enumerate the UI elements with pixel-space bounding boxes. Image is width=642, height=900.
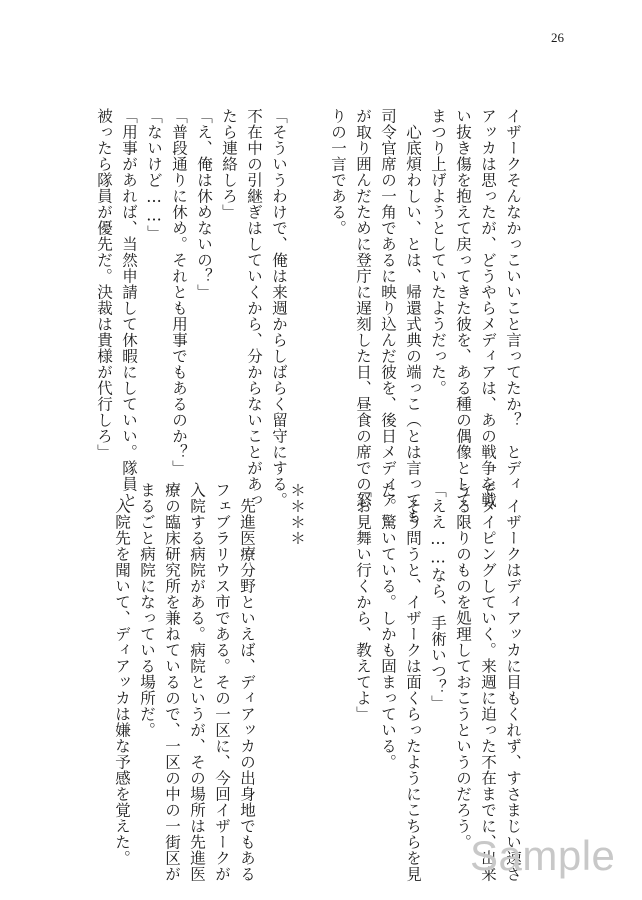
text-line: た。驚いている。しかも固まっている。 [379, 482, 397, 770]
text-line: 「お見舞い行くから、教えてよ」 [354, 482, 372, 722]
text-block-bottom-right [350, 482, 525, 882]
text-line: い抜き傷を抱えて戻ってきた彼を、ある種の偶像として [454, 108, 472, 508]
text-line: 「ええ……なら、手術いつ？」 [429, 482, 447, 711]
text-line: ＊＊＊＊ [288, 482, 306, 546]
text-block-bottom-left [109, 482, 309, 882]
text-line: 被ったら隊員が優先だ。決裁は貴様が代行しろ」 [95, 108, 113, 460]
text-block-top-left [91, 108, 291, 508]
text-line: でタイピングしていく。来週に迫った不在までに、出来 [479, 482, 497, 882]
text-line: 入院する病院がある。病院というが、その場所は先進医 [188, 482, 206, 882]
text-line: 司令官席の一角であるに映り込んだ彼を、後日メディア [379, 108, 397, 508]
text-line [259, 482, 284, 804]
text-line: 「ないけど……」 [145, 108, 163, 241]
text-line: 不在中の引継ぎはしていくから、分からないことがあっ [245, 108, 263, 508]
text-line: うる限りのものを処理しておこうというのだろう。 [454, 482, 472, 850]
text-line: 「え、俺は休めないの？」 [195, 108, 213, 300]
text-line: りの一言である。 [329, 108, 347, 236]
text-line: まつり上げようとしていたようだった。 [429, 108, 447, 396]
text-line: イザークはディアッカに目もくれず、すさまじい速さ [504, 482, 522, 882]
text-line: 療の臨床研究所を兼ねているので、一区の中の一街区が [163, 482, 181, 882]
text-line: アッカは思ったが、どうやらメディアは、あの戦争を戦 [479, 108, 497, 508]
sample-watermark: Sample [470, 832, 616, 879]
text-line: 「普段通りに休め。それとも用事でもあるのか？」 [170, 108, 188, 476]
text-line: イザークそんなかっこいいこと言ってたか？ とディ [504, 108, 522, 492]
page-number: 26 [551, 30, 564, 45]
text-line: 「そういうわけで、俺は来週からしばらく留守にする。 [270, 108, 288, 508]
text-line: が取り囲んだために登庁に遅刻した日、昼食の席での怒 [354, 108, 372, 508]
text-line: 先進医療分野といえば、ディアッカの出身地でもある [238, 482, 256, 882]
text-line: 「用事があれば、当然申請して休暇にしていい。隊員と [120, 108, 138, 508]
text-line: たら連絡しろ」 [220, 108, 238, 220]
text-line: フェブラリウス市である。その一区に、今回イザークが [213, 482, 231, 882]
text-line: そう問うと、イザークは面くらったようにこちらを見 [404, 482, 422, 882]
text-line: 心底煩わしい、とは、帰還式典の端っこ（とは言っても [404, 108, 422, 524]
text-block-top-right [325, 108, 525, 524]
text-line: まるごと病院になっている場所だ。 [138, 482, 156, 738]
text-line: 入院先を聞いて、ディアッカは嫌な予感を覚えた。 [113, 482, 131, 866]
